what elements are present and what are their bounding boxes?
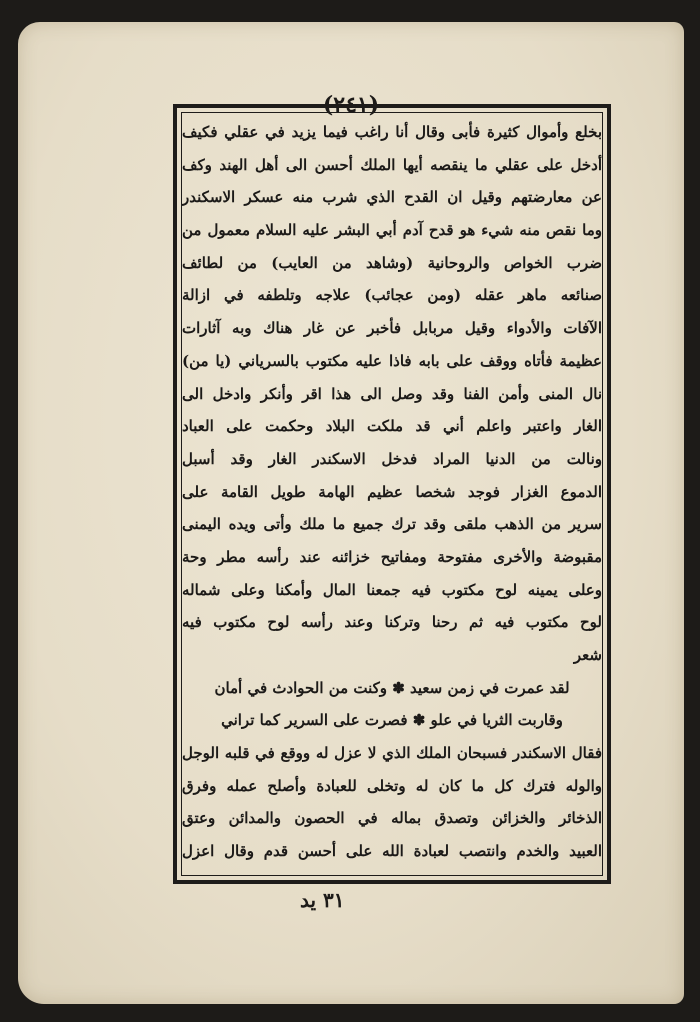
text-line: وما نقص منه شيء هو قدح آدم أبي البشر عليه السلام معمول من bbox=[182, 221, 602, 240]
text-line: عن معارضتهم وقيل ان القدح الذي شرب منه عسكر الاسكندر bbox=[182, 188, 602, 207]
text-line: فقال الاسكندر فسبحان الملك الذي لا عزل له ووقع في قلبه الوجل bbox=[182, 744, 602, 763]
poem-verse: لقد عمرت في زمن سعيد ✽ وكنت من الحوادث في أمان bbox=[214, 678, 570, 697]
signature-mark: ٣١ يد bbox=[300, 888, 345, 912]
text-line: الآفات والأدواء وقيل مربابل فأخبر عن غار هناك وبه آثارات bbox=[182, 319, 602, 338]
text-line-heading-poem: شعر bbox=[573, 646, 602, 664]
text-line: عظيمة فأتاه ووقف على بابه فاذا عليه مكتوب بالسرياني (يا من) bbox=[182, 351, 602, 370]
text-line: بخلع وأموال كثيرة فأبى وقال أنا راغب فيما يزيد في عقلي فكيف bbox=[182, 123, 602, 141]
main-text-block bbox=[182, 116, 602, 874]
poem-verse: وقاربت الثريا في علو ✽ فصرت على السرير كما تراني bbox=[221, 711, 563, 730]
text-line: العبيد والخدم وانتصب لعبادة الله على أحسن قدم وقال اعزل bbox=[182, 842, 602, 861]
text-line: أدخل على عقلي ما ينقصه أيها الملك أحسن الى أهل الهند وكف bbox=[182, 155, 602, 174]
text-line: صنائعه ماهر عقله (ومن عجائب) علاجه وتلطفه في ازالة bbox=[182, 286, 602, 305]
text-line: الغار واعتبر واعلم أني قد ملكت البلاد وحكمت على العباد bbox=[182, 417, 602, 436]
text-line: وعلى يمينه لوح مكتوب فيه جمعنا المال وأمكنا وعلى شماله bbox=[182, 580, 602, 599]
text-line: مقبوضة والأخرى مفتوحة ومفاتيح خزائنه عند رأسه مطر وحة bbox=[182, 547, 602, 566]
text-line: ونالت من الدنيا المراد فدخل الاسكندر الغار وقد أسبل bbox=[182, 449, 602, 468]
text-line: والوله فترك كل ما كان له وتخلى للعبادة وأصلح عمله وفرق bbox=[182, 776, 602, 795]
text-line: الدموع الغزار فوجد شخصا عظيم الهامة طويل القامة على bbox=[182, 482, 602, 501]
page-number: (٢٤١) bbox=[322, 92, 380, 118]
text-line: لوح مكتوب فيه ثم رحنا وتركنا وعند رأسه لوح مكتوب فيه bbox=[182, 613, 602, 632]
text-line: سرير من الذهب ملقى وقد ترك جميع ما ملك وأتى ويده اليمنى bbox=[182, 515, 602, 534]
page-footer bbox=[0, 888, 700, 918]
text-line: نال المنى وأمن الفنا وقد وصل الى هذا اقر وأنكر وادخل الى bbox=[182, 384, 602, 403]
text-line: الذخائر والخزائن وتصدق بماله في الحصون والمدائن وعتق bbox=[182, 809, 602, 828]
text-line: ضرب الخواص والروحانية (وشاهد من العايب) من لطائف bbox=[182, 253, 602, 272]
